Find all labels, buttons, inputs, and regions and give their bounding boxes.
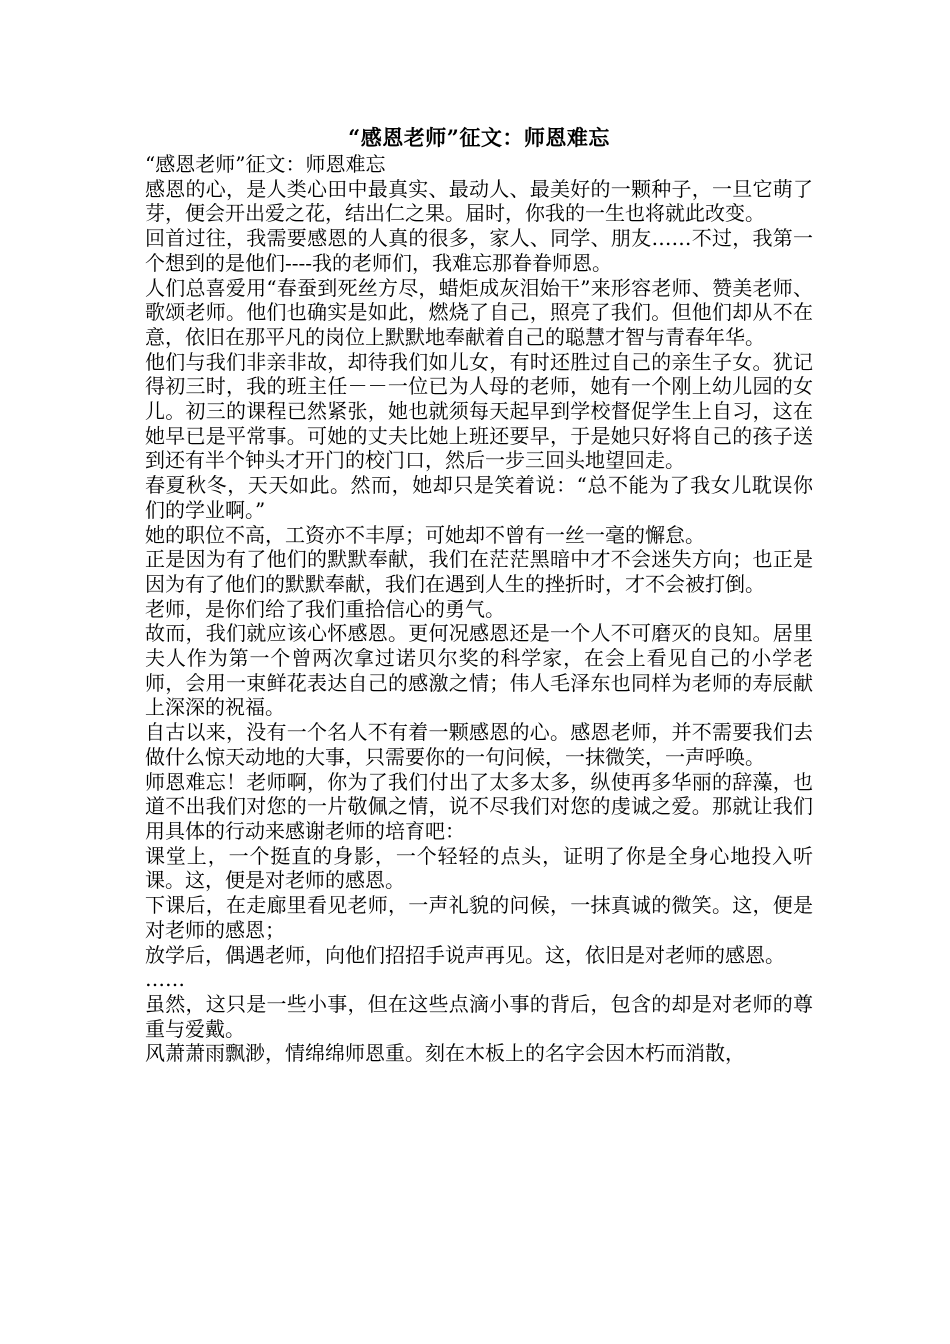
paragraph: 感恩的心，是人类心田中最真实、最动人、最美好的一颗种子，一旦它萌了芽，便会开出爱之花，结出仁之果。届时，你我的一生也将就此改变。 (145, 176, 813, 226)
paragraph: 正是因为有了他们的默默奉献，我们在茫茫黑暗中才不会迷失方向；也正是因为有了他们的默默奉献，我们在遇到人生的挫折时，才不会被打倒。 (145, 547, 813, 596)
paragraph: 放学后，偶遇老师，向他们招招手说声再见。这，依旧是对老师的感恩。 (145, 942, 785, 967)
paragraph: …… (145, 967, 185, 992)
paragraph: 下课后，在走廊里看见老师，一声礼貌的问候，一抹真诚的微笑。这，便是对老师的感恩； (145, 893, 813, 942)
document-title: “感恩老师”征文：师恩难忘 (348, 125, 610, 150)
document-page (145, 124, 813, 1066)
paragraph: 老师，是你们给了我们重拾信心的勇气。 (145, 596, 505, 621)
paragraph: 春夏秋冬，天天如此。然而，她却只是笑着说：“总不能为了我女儿耽误你们的学业啊。” (145, 473, 813, 522)
paragraph: 回首过往，我需要感恩的人真的很多，家人、同学、朋友……不过，我第一个想到的是他们----我的老师们，我难忘那眷眷师恩。 (145, 226, 813, 275)
paragraph: 故而，我们就应该心怀感恩。更何况感恩还是一个人不可磨灭的良知。居里夫人作为第一个曾两次拿过诺贝尔奖的科学家，在会上看见自己的小学老师，会用一束鲜花表达自己的感激之情；伟人毛泽东也同样为老师的寿辰献上深深的祝福。 (145, 621, 813, 720)
paragraph: 风萧萧雨飘渺，情绵绵师恩重。刻在木板上的名字会因木朽而消散， (145, 1041, 745, 1066)
paragraph: 自古以来，没有一个名人不有着一颗感恩的心。感恩老师，并不需要我们去做什么惊天动地的大事，只需要你的一句问候，一抹微笑，一声呼唤。 (145, 720, 813, 769)
paragraph: 课堂上，一个挺直的身影，一个轻轻的点头，证明了你是全身心地投入听课。这，便是对老师的感恩。 (145, 843, 813, 893)
paragraph: 她的职位不高，工资亦不丰厚；可她却不曾有一丝一毫的懈怠。 (145, 522, 705, 547)
paragraph: 师恩难忘！老师啊，你为了我们付出了太多太多，纵使再多华丽的辞藻，也道不出我们对您的一片敬佩之情，说不尽我们对您的虔诚之爱。那就让我们用具体的行动来感谢老师的培育吧： (145, 769, 813, 843)
document-subtitle: “感恩老师”征文：师恩难忘 (145, 152, 386, 176)
paragraph: 虽然，这只是一些小事，但在这些点滴小事的背后，包含的却是对老师的尊重与爱戴。 (145, 991, 813, 1041)
paragraph: 他们与我们非亲非故，却待我们如儿女，有时还胜过自己的亲生子女。犹记得初三时，我的班主任－－一位已为人母的老师，她有一个刚上幼儿园的女儿。初三的课程已然紧张，她也就须每天起早到学校督促学生上自习，这在她早已是平常事。可她的丈夫比她上班还要早，于是她只好将自己的孩子送到还有半个钟头才开门的校门口，然后一步三回头地望回走。 (145, 349, 813, 473)
paragraph: 人们总喜爱用“春蚕到死丝方尽，蜡炬成灰泪始干”来形容老师、赞美老师、歌颂老师。他们也确实是如此，燃烧了自己，照亮了我们。但他们却从不在意，依旧在那平凡的岗位上默默地奉献着自己的聪慧才智与青春年华。 (145, 275, 813, 349)
